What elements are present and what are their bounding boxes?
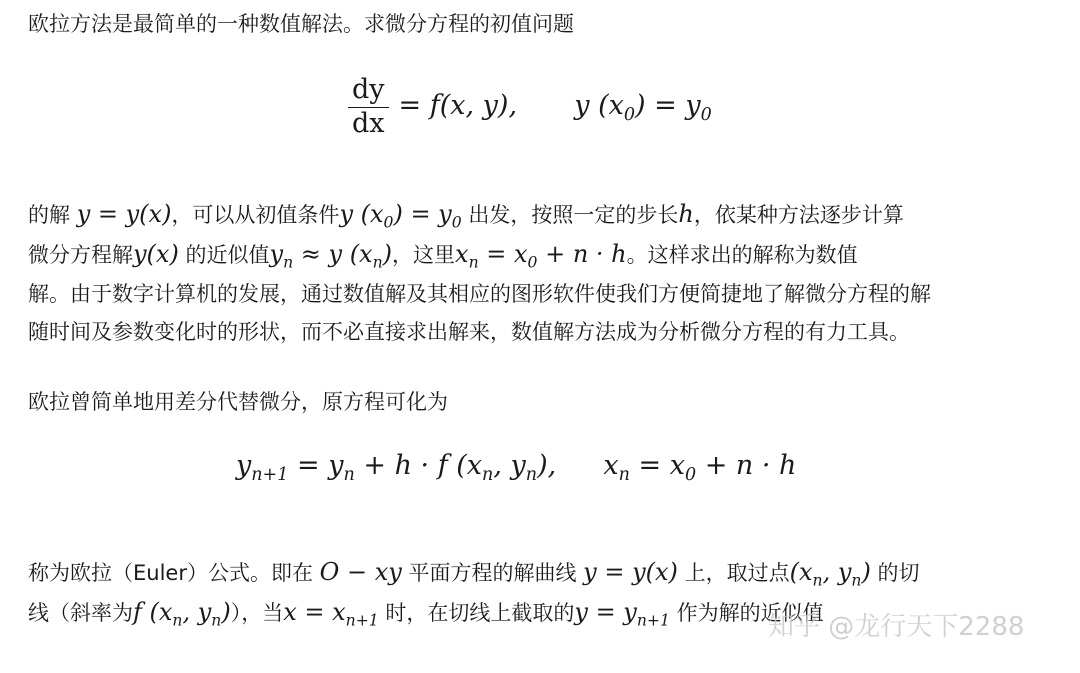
euler-formula-equation: $y_{n+1} = y_n + h \cdot f$ ($x_n$, $y_n$), $x_n = x_0 + n \cdot h$ [236,450,797,486]
ode-initial-value-equation [348,74,712,139]
initial-condition: y $(x_0) = y_0$ [574,90,712,126]
derivative-fraction [348,74,389,139]
intro-text: 欧拉方法是最简单的一种数值解法。求微分方程的初值问题 [28,12,574,36]
ode-rhs: = f(x, y), [398,90,518,121]
paragraph-line: 称为欧拉（Euler）公式。即在 O − xy 平面方程的解曲线 y = y(x) 上，取过点($x_n$, $y_n$) 的切 [28,558,920,590]
paragraph-line: 微分方程解y(x) 的近似值$y_n \approx y$ $(x_n)$，这里$x_n = x_0 + n \cdot h$。这样求出的解称为数值 [28,240,858,272]
paragraph-line: 的解 y = y(x)，可以从初值条件y $(x_0) = y_0$ 出发，按照一定的步长h，依某种方法逐步计算 [28,200,904,232]
paragraph-line: 随时间及参数变化时的形状，而不必直接求出解来，数值解方法成为分析微分方程的有力工具。 [28,320,910,344]
paragraph-line: 线（斜率为f ($x_n$, $y_n$)），当$x = x_{n+1}$ 时，在切线上截取的$y = y_{n+1}$ 作为解的近似值 [28,598,824,630]
zhihu-watermark: 知乎 @龙行天下2288 [768,612,1025,642]
difference-intro-text: 欧拉曾简单地用差分代替微分，原方程可化为 [28,390,448,414]
paragraph-line: 解。由于数字计算机的发展，通过数值解及其相应的图形软件使我们方便简捷地了解微分方程的解 [28,282,931,306]
fraction-denominator: dx [352,108,385,139]
fraction-numerator: dy [348,74,389,108]
